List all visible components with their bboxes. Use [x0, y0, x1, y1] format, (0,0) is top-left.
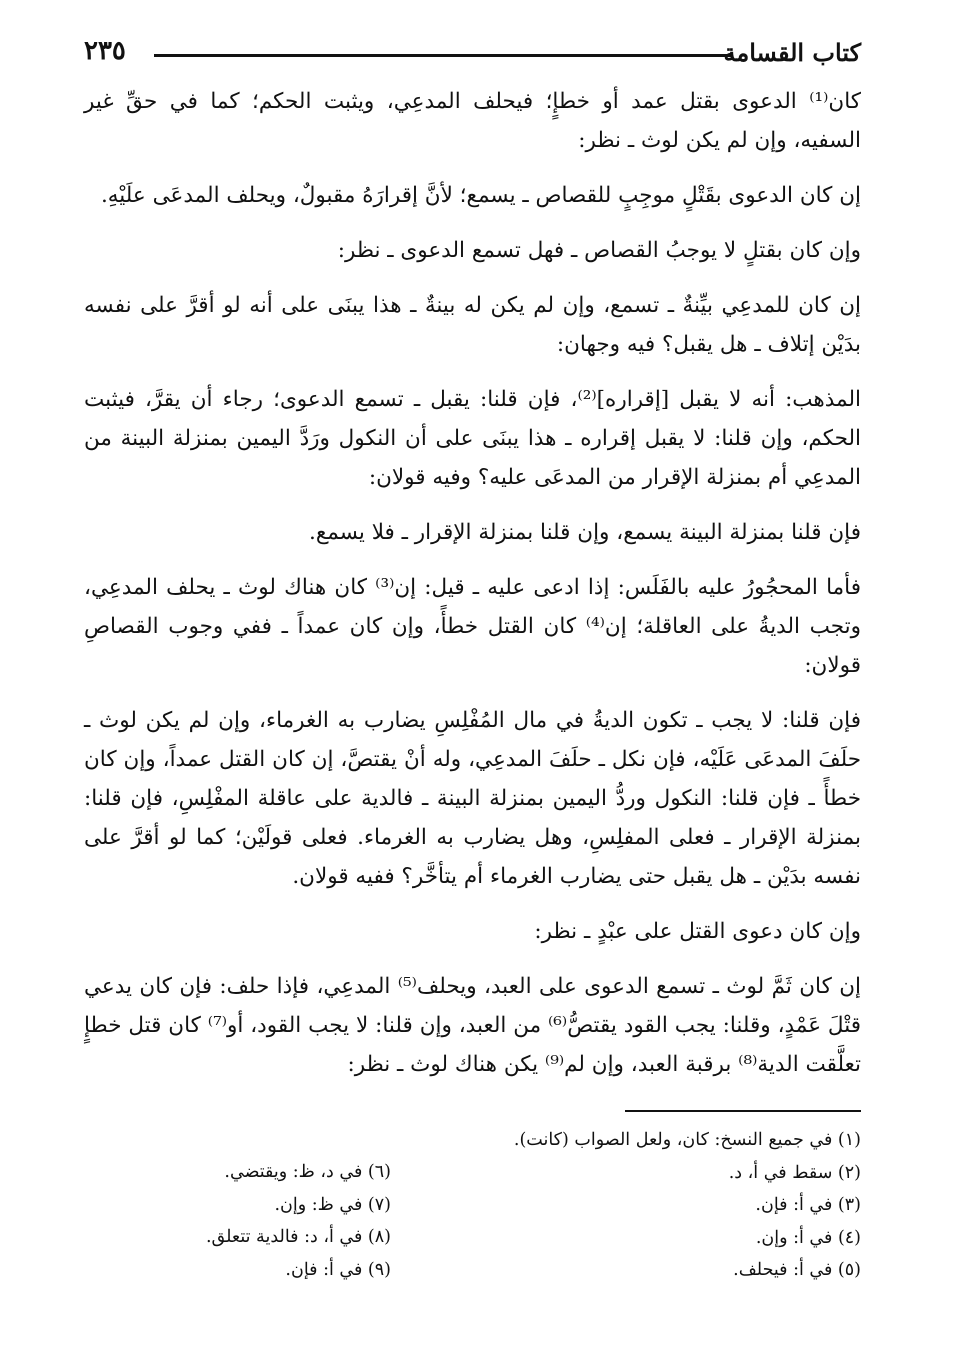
footnote: (٢) سقط في أ، د. — [728, 1162, 861, 1183]
paragraph: إن كان ثَمَّ لوث ـ تسمع الدعوى على العبد، ويحلف⁽⁵⁾ المدعِي، فإذا حلف: فإن كان يدعي قتْلَ عَمْدٍ، وقلنا: يجب القود يقتصُّ⁽⁶⁾ من العبد، وإن قلنا: لا يجب القود، أو⁽⁷⁾ كان قتل خطإٍ تعلَّقت الدية⁽⁸⁾ برقبة العبد، وإن لم⁽⁹⁾ يكن هناك لوث ـ نظر: — [84, 974, 861, 1077]
paragraph: فأما المحجُورُ عليه بالفَلَس: إذا ادعى عليه ـ قيل: إن⁽³⁾ كان هناك لوث ـ يحلف المدعِي، وتجب الديةُ على العاقلة؛ إن⁽⁴⁾ كان القتل خطأً، وإن كان عمداً ـ ففي وجوب القصاصِ قولان: — [84, 575, 861, 678]
paragraph: وإن كان دعوى القتل على عبْدٍ ـ نظر: — [534, 919, 861, 944]
main-text — [84, 82, 861, 1100]
paragraph: فإن قلنا بمنزلة البينة يسمع، وإن قلنا بمنزلة الإقرار ـ فلا يسمع. — [309, 520, 861, 545]
paragraph: كان⁽¹⁾ الدعوى بقتل عمد أو خطإٍ؛ فيحلف المدعِي، ويثبت الحكم؛ كما في حقِّ غير السفيه، وإن لم يكن لوث ـ نظر: — [84, 89, 861, 153]
footnotes-left-column — [61, 1156, 391, 1286]
running-title: كتاب القسامة — [723, 38, 861, 67]
header-rule — [154, 54, 733, 57]
footnote-separator — [625, 1110, 861, 1112]
footnote: (١) في جميع النسخ: كان، ولعل الصواب (كانت). — [513, 1130, 861, 1150]
paragraph: وإن كان بقتلٍ لا يوجبُ القصاص ـ فهل تسمع الدعوى ـ نظر: — [337, 238, 861, 263]
page-number: ٢٣٥ — [84, 36, 126, 66]
footnote: (٣) في أ: فإن. — [755, 1195, 861, 1215]
footnote: (٤) في أ: وإن. — [755, 1227, 861, 1248]
footnotes — [84, 1124, 861, 1294]
footnote: (٦) في د، ظ: ويقتضي. — [224, 1162, 391, 1182]
paragraph: إن كان للمدعِي بيِّنةٌ ـ تسمع، وإن لم يكن له بينةٌ ـ هذا يبنَى على أنه لو أقرَّ على نفسه بدَيْن إتلاف ـ هل يقبل؟ فيه وجهان: — [84, 293, 861, 357]
page-header — [84, 36, 861, 76]
paragraph: إن كان الدعوى بقَتْلٍ موجِبٍ للقصاص ـ يسمع؛ لأنَّ إقرارَهُ مقبولٌ، ويحلف المدعَى علَيْهِ. — [100, 183, 861, 208]
footnote: (٧) في ظ: وإن. — [274, 1194, 391, 1215]
footnote: (٩) في أ: فإن. — [285, 1259, 391, 1280]
paragraph: المذهب: أنه لا يقبل [إقراره]⁽²⁾، فإن قلنا: يقبل ـ تسمع الدعوى؛ رجاء أن يقرَّ، فيثبت الحكم، وإن قلنا: لا يقبل إقراره ـ هذا يبنَى على أن النكول ورَدَّ اليمين بمنزلة البينة من المدعِي أم بمنزلة الإقرار من المدعَى عليه؟ وفيه قولان: — [84, 387, 861, 490]
footnotes-right-column — [441, 1124, 861, 1287]
footnote: (٨) في أ، د: فالدية تتعلق. — [205, 1227, 391, 1247]
paragraph: فإن قلنا: لا يجب ـ تكون الديةُ في مال المُفْلِسِ يضارب به الغرماء، وإن لم يكن لوث ـ حلَفَ المدعَى عَلَيْه، فإن نكل ـ حلَفَ المدعِي، وله أنْ يقتصَّ، إن كان القتل عمداً، وإن كان خطأً ـ فإن قلنا: النكول وردُّ اليمين بمنزلة البينة ـ فالدية على عاقلة المفْلِسِ، فإن قلنا: بمنزلة الإقرار ـ فعلى المفلِسِ، وهل يضارب به الغرماء. فعلى قولَيْن؛ كما لو أقرَّ على نفسه بدَيْن ـ هل يقبل حتى يضارب الغرماء أم يتأخَّر؟ ففيه قولان. — [84, 708, 861, 889]
footnote: (٥) في أ: فيحلف. — [733, 1260, 861, 1280]
